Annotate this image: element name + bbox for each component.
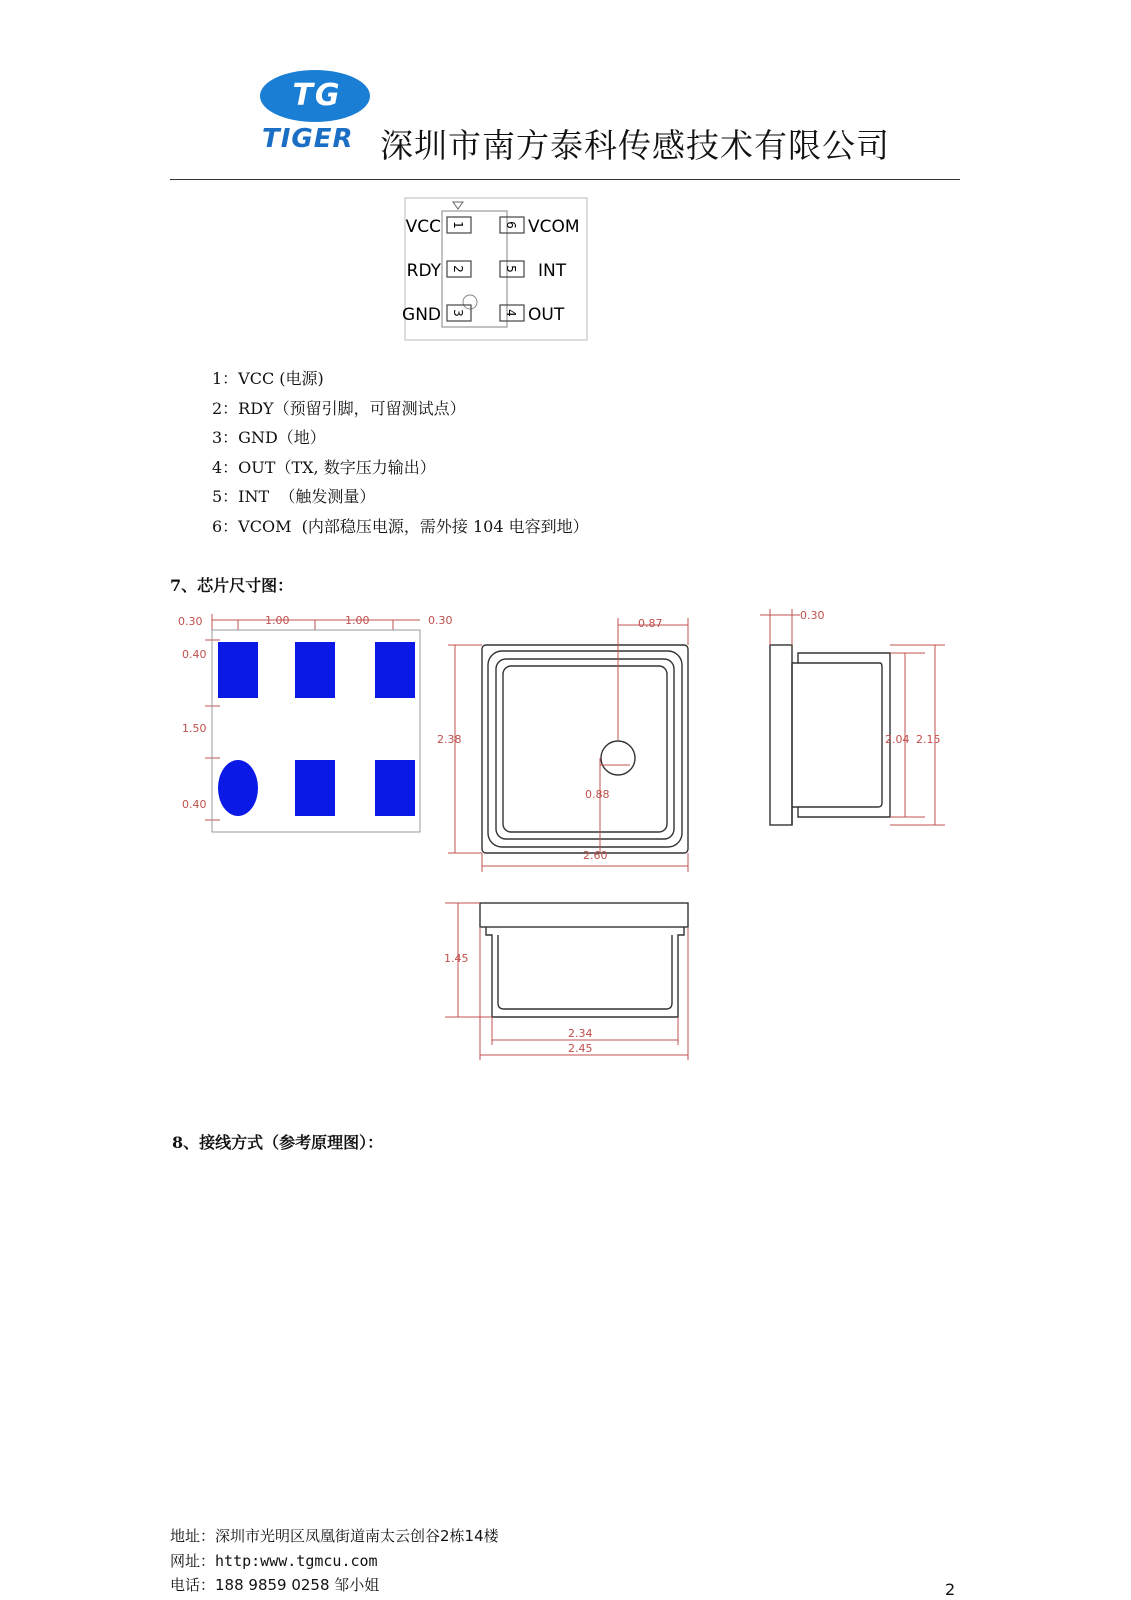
footer-website-label: 网址： bbox=[170, 1552, 216, 1570]
dim-label: 2.45 bbox=[568, 1042, 593, 1055]
dim-label: 1.00 bbox=[265, 614, 290, 627]
dim-label: 2.38 bbox=[437, 733, 462, 746]
dim-label: 0.30 bbox=[428, 614, 453, 627]
pin-number-1: 1 bbox=[451, 221, 465, 229]
dim-label: 0.40 bbox=[182, 798, 207, 811]
pad-icon bbox=[218, 760, 258, 816]
pin-description: 6：VCOM (内部稳压电源，需外接 104 电容到地） bbox=[212, 516, 589, 536]
footer-website bbox=[170, 1550, 378, 1571]
pin1-marker-icon bbox=[453, 202, 463, 209]
dim-label: 2.15 bbox=[916, 733, 941, 746]
footer-phone: 电话：188 9859 0258 邹小姐 bbox=[170, 1576, 380, 1594]
footer-website-url[interactable]: http:www.tgmcu.com bbox=[215, 1552, 378, 1570]
pin-label-int: INT bbox=[538, 261, 567, 281]
dim-label: 1.50 bbox=[182, 722, 207, 735]
page-number: 2 bbox=[945, 1580, 956, 1599]
section-7-title: 7、芯片尺寸图： bbox=[170, 576, 294, 595]
top-view-drawing bbox=[437, 610, 710, 880]
pin-number-2: 2 bbox=[451, 265, 465, 273]
pin-description: 2：RDY（预留引脚，可留测试点） bbox=[212, 398, 466, 418]
side-view-drawing bbox=[760, 605, 960, 845]
header-divider bbox=[170, 179, 960, 180]
pin-number-4: 4 bbox=[504, 309, 518, 317]
footer-address: 地址：深圳市光明区凤凰街道南太云创谷2栋14楼 bbox=[170, 1527, 499, 1545]
solder-pads bbox=[218, 642, 415, 816]
pin-label-vcc: VCC bbox=[405, 217, 441, 237]
company-name: 深圳市南方泰科传感技术有限公司 bbox=[380, 126, 890, 165]
pad-icon bbox=[375, 642, 415, 698]
front-view-drawing bbox=[440, 895, 720, 1075]
pin-number-6: 6 bbox=[504, 221, 518, 229]
dim-label: 2.04 bbox=[885, 733, 910, 746]
pin-number-5: 5 bbox=[504, 265, 518, 273]
dim-label: 1.00 bbox=[345, 614, 370, 627]
dim-label: 2.34 bbox=[568, 1027, 593, 1040]
dim-label: 0.40 bbox=[182, 648, 207, 661]
pin-description: 1：VCC (电源) bbox=[212, 369, 324, 388]
pin-label-vcom: VCOM bbox=[528, 217, 580, 237]
dim-label: 2.60 bbox=[583, 849, 608, 862]
dim-label: 0.88 bbox=[585, 788, 610, 801]
dim-label: 0.87 bbox=[638, 617, 663, 630]
pin-description: 4：OUT（TX, 数字压力输出） bbox=[212, 457, 436, 477]
pinout-diagram bbox=[400, 195, 600, 345]
section-8-title: 8、接线方式（参考原理图）： bbox=[172, 1133, 384, 1152]
dim-label: 0.30 bbox=[800, 609, 825, 622]
pin-label-out: OUT bbox=[528, 305, 565, 325]
logo-mark: TG bbox=[292, 78, 342, 113]
pin-number-3: 3 bbox=[451, 309, 465, 317]
pad-icon bbox=[375, 760, 415, 816]
logo-wordmark: TIGER bbox=[262, 124, 354, 154]
pin-label-gnd: GND bbox=[402, 305, 441, 325]
pin-description: 3：GND（地） bbox=[212, 428, 326, 447]
pin-label-rdy: RDY bbox=[406, 261, 441, 281]
pad-icon bbox=[218, 642, 258, 698]
dim-label: 0.30 bbox=[178, 615, 203, 628]
pad-icon bbox=[295, 642, 335, 698]
pad-icon bbox=[295, 760, 335, 816]
dim-label: 1.45 bbox=[444, 952, 469, 965]
pin-description-list bbox=[212, 364, 589, 541]
pin-description: 5：INT （触发测量） bbox=[212, 487, 376, 506]
